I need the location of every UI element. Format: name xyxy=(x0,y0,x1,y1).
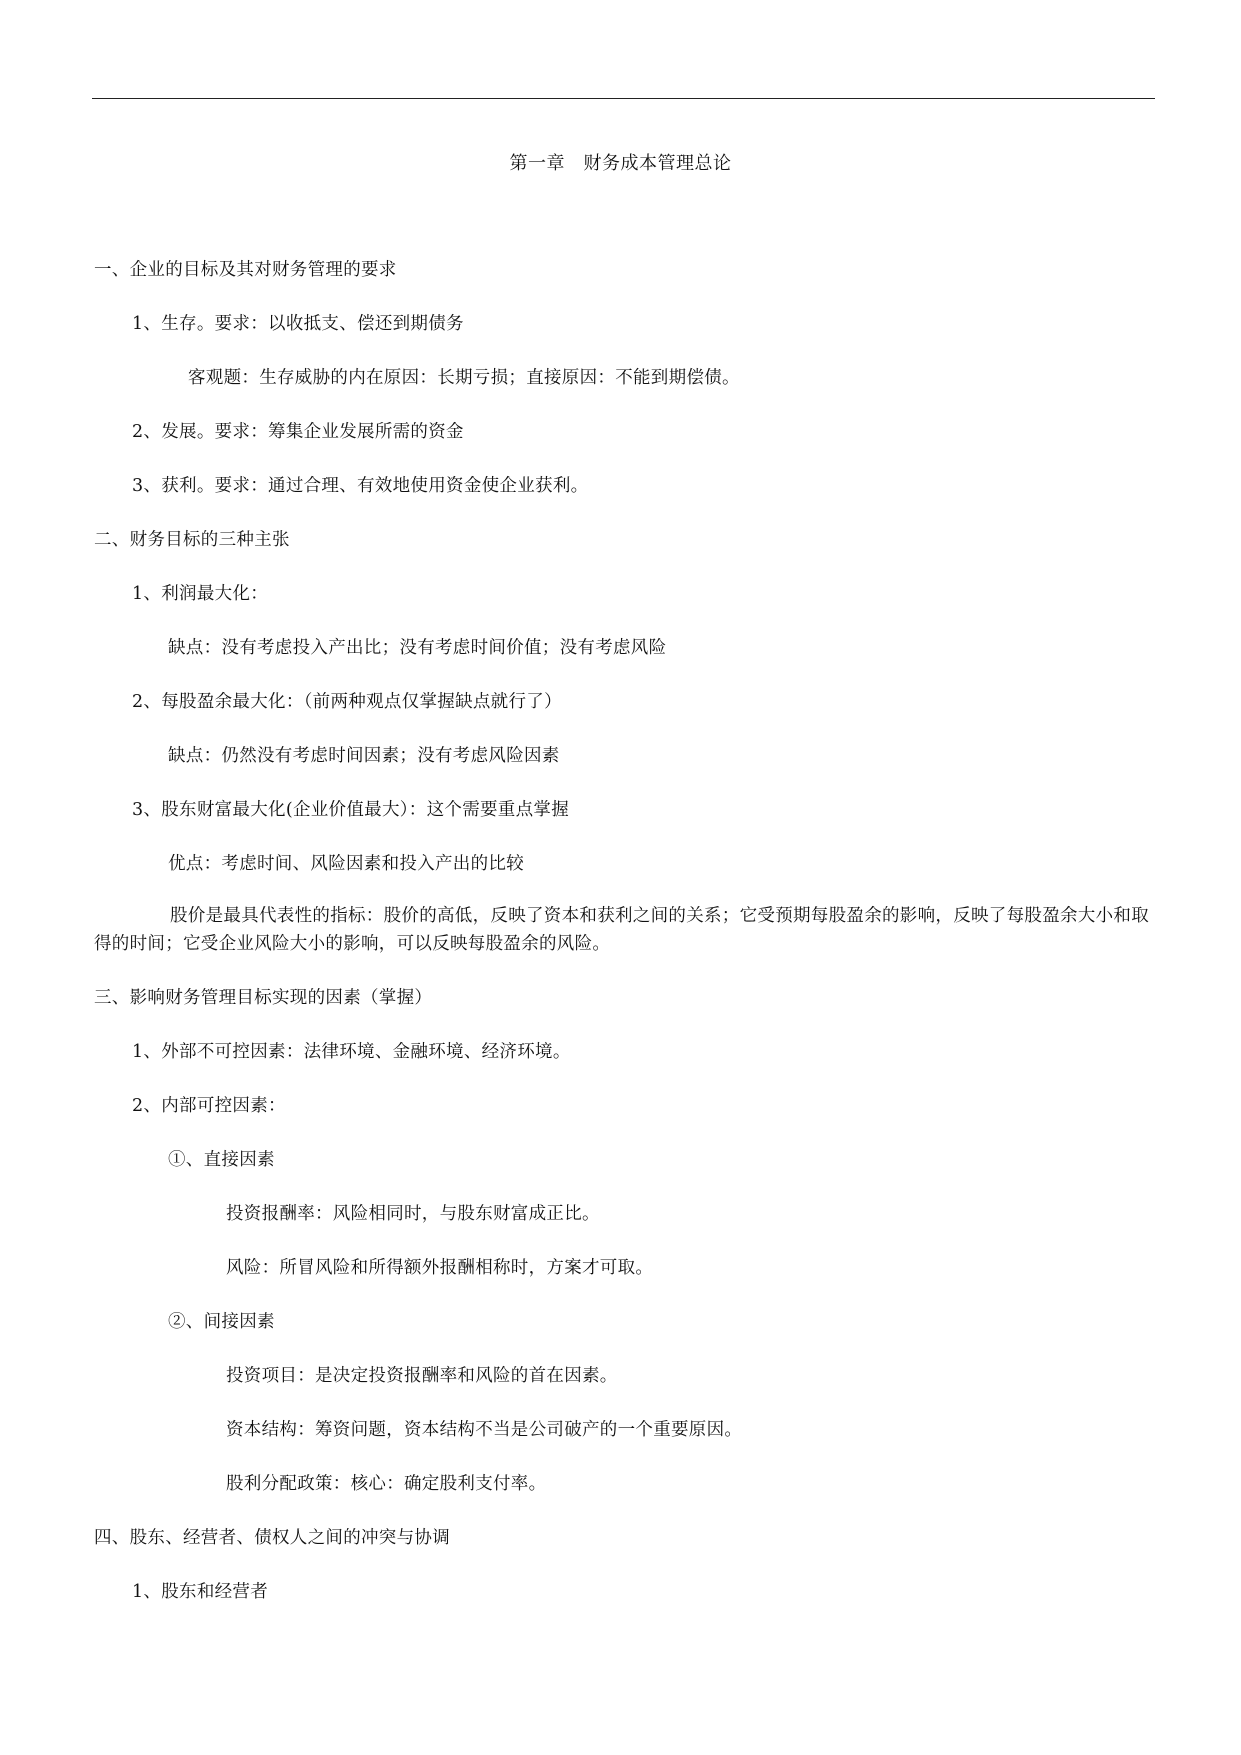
section-heading-3: 三、影响财务管理目标实现的因素（掌握） xyxy=(94,988,433,1008)
note-line: 投资报酬率：风险相同时，与股东财富成正比。 xyxy=(226,1204,600,1224)
list-item: 1、生存。要求：以收抵支、偿还到期债务 xyxy=(132,314,464,334)
sub-heading: ②、间接因素 xyxy=(168,1312,275,1332)
note-line: 缺点：仍然没有考虑时间因素；没有考虑风险因素 xyxy=(168,746,560,766)
chapter-title: 第一章 财务成本管理总论 xyxy=(509,153,732,174)
list-item: 1、利润最大化： xyxy=(132,584,269,604)
list-item: 1、股东和经营者 xyxy=(132,1582,269,1602)
list-item: 2、每股盈余最大化：（前两种观点仅掌握缺点就行了） xyxy=(132,692,562,712)
list-item: 2、发展。要求：筹集企业发展所需的资金 xyxy=(132,422,464,442)
section-heading-1: 一、企业的目标及其对财务管理的要求 xyxy=(94,260,397,280)
paragraph: 股价是最具代表性的指标：股价的高低，反映了资本和获利之间的关系；它受预期每股盈余的影响，反映了每股盈余大小和取得的时间；它受企业风险大小的影响，可以反映每股盈余的风险。 xyxy=(94,906,1149,954)
note-line: 股利分配政策：核心：确定股利支付率。 xyxy=(226,1474,547,1494)
note-line: 投资项目：是决定投资报酬率和风险的首在因素。 xyxy=(226,1366,618,1386)
list-item: 1、外部不可控因素：法律环境、金融环境、经济环境。 xyxy=(132,1042,571,1062)
sub-heading: ①、直接因素 xyxy=(168,1150,275,1170)
list-item: 2、内部可控因素： xyxy=(132,1096,286,1116)
section-heading-2: 二、财务目标的三种主张 xyxy=(94,530,290,550)
header-rule xyxy=(92,98,1155,99)
list-item: 3、股东财富最大化(企业价值最大）：这个需要重点掌握 xyxy=(132,800,570,820)
note-line: 风险：所冒风险和所得额外报酬相称时，方案才可取。 xyxy=(226,1258,654,1278)
note-line: 资本结构：筹资问题，资本结构不当是公司破产的一个重要原因。 xyxy=(226,1420,743,1440)
note-line: 优点：考虑时间、风险因素和投入产出的比较 xyxy=(168,854,524,874)
note-line: 缺点：没有考虑投入产出比；没有考虑时间价值；没有考虑风险 xyxy=(168,638,667,658)
section-heading-4: 四、股东、经营者、债权人之间的冲突与协调 xyxy=(94,1528,450,1548)
list-item: 3、获利。要求：通过合理、有效地使用资金使企业获利。 xyxy=(132,476,589,496)
note-line: 客观题：生存威胁的内在原因：长期亏损；直接原因：不能到期偿债。 xyxy=(188,368,740,388)
